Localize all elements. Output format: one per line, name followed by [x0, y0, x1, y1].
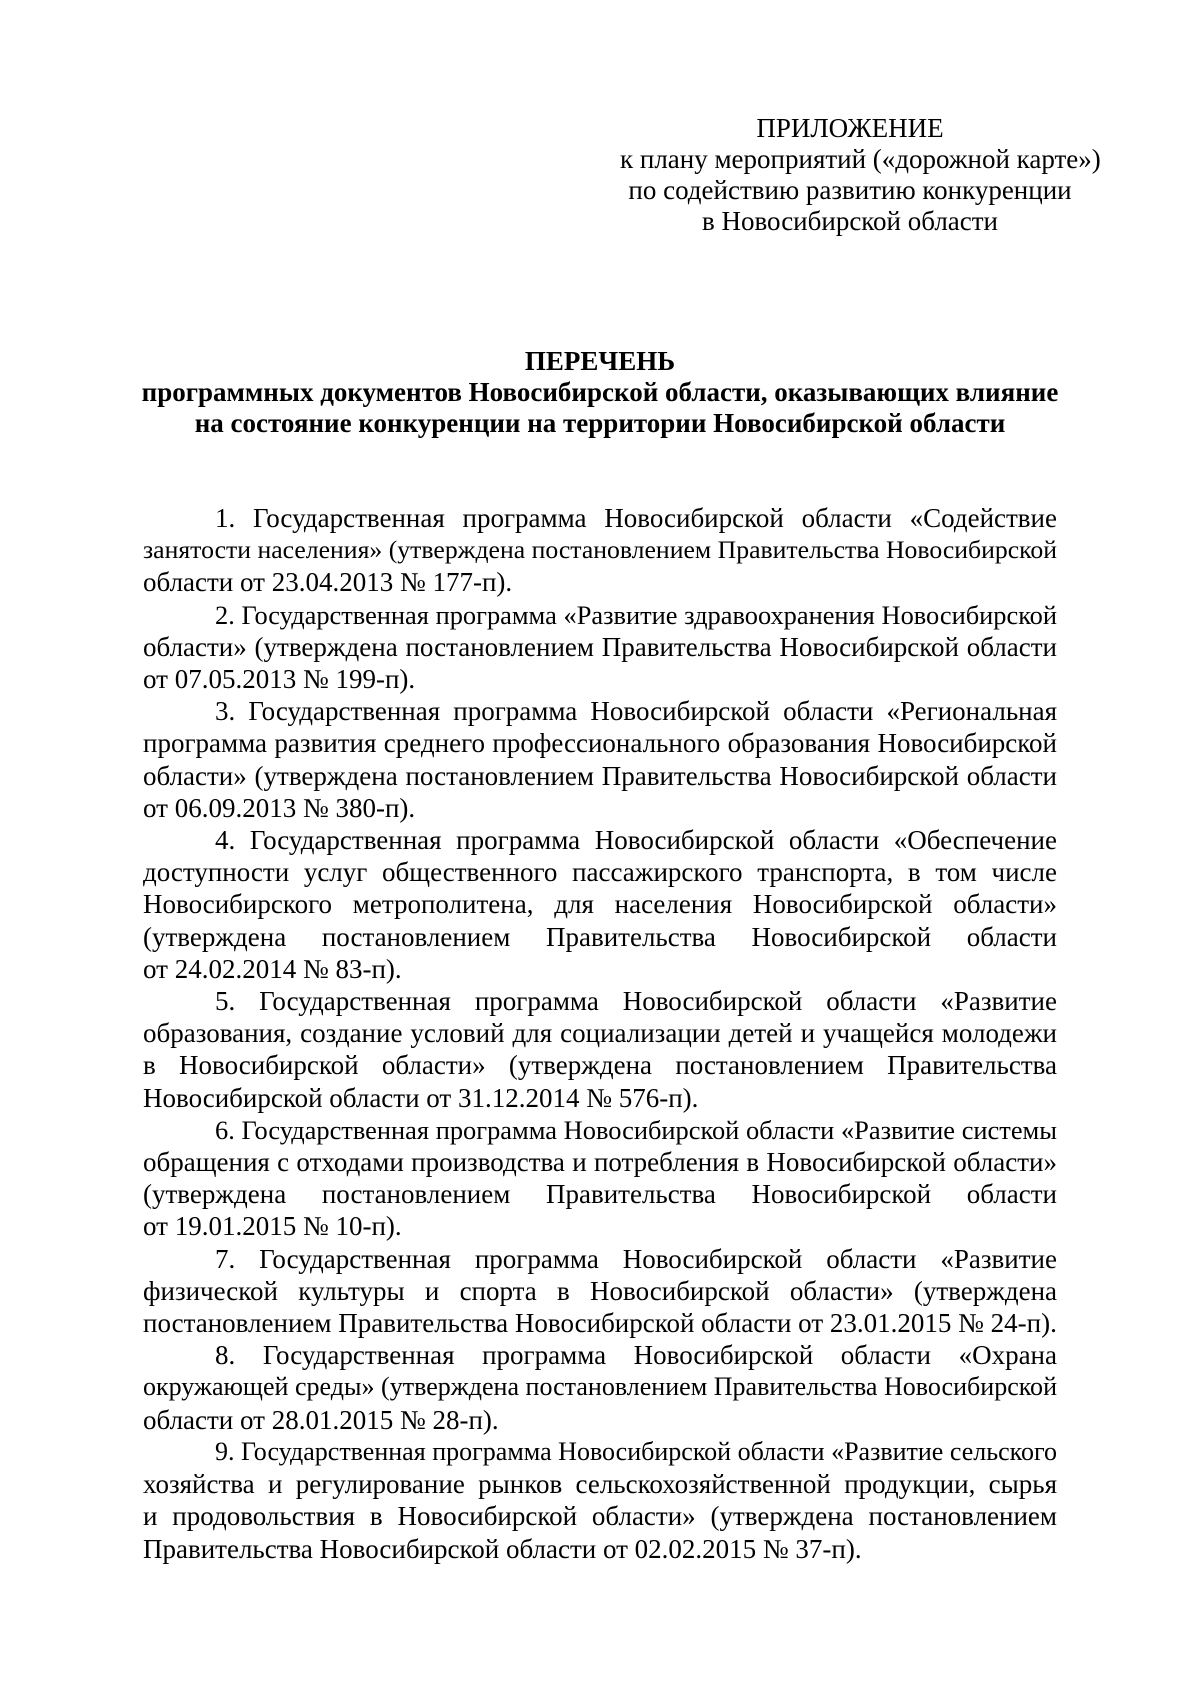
list-item-line: области» (утверждена постановлением Правительства Новосибирской области	[143, 631, 1057, 662]
list-item-line: постановлением Правительства Новосибирской области от 23.01.2015 № 24-п).	[143, 1308, 1057, 1339]
list-item-line: 7. Государственная программа Новосибирской области «Развитие	[215, 1243, 1057, 1274]
list-item-line: (утверждена постановлением Правительства Новосибирской области	[143, 1179, 1057, 1210]
list-item-line: от 06.09.2013 № 380-п).	[143, 792, 416, 823]
list-item	[143, 1114, 1057, 1243]
list-item-line: от 24.02.2014 № 83-п).	[143, 953, 402, 984]
list-item-line: области» (утверждена постановлением Правительства Новосибирской области	[143, 760, 1057, 791]
appendix-line: в Новосибирской области	[701, 206, 999, 236]
list-item	[143, 695, 1057, 824]
list-item-line: области от 28.01.2015 № 28-п).	[143, 1404, 499, 1435]
appendix-line: по содействию развитию конкуренции	[628, 175, 1072, 205]
list-item-line: от 07.05.2013 № 199-п).	[143, 664, 416, 695]
document-title	[140, 346, 1060, 439]
list-item-line: 5. Государственная программа Новосибирской области «Развитие	[215, 986, 1057, 1017]
list-item	[143, 1436, 1057, 1565]
list-item	[143, 1243, 1057, 1340]
list-item-line: 1. Государственная программа Новосибирской области «Содействие	[215, 503, 1057, 533]
program-list	[143, 502, 1057, 1565]
list-item-line: от 19.01.2015 № 10-п).	[143, 1211, 402, 1242]
list-item	[143, 599, 1057, 696]
list-item	[143, 502, 1057, 599]
title-heading: ПЕРЕЧЕНЬ	[524, 346, 676, 376]
list-item	[143, 1339, 1057, 1436]
list-item-line: физической культуры и спорта в Новосибирской области» (утверждена	[143, 1275, 1057, 1306]
list-item-line: области от 23.04.2013 № 177-п).	[143, 567, 513, 598]
appendix-line: к плану мероприятий («дорожной карте»)	[620, 144, 1101, 174]
list-item-line: доступности услуг общественного пассажирского транспорта, в том числе	[143, 857, 1057, 888]
appendix-header	[620, 113, 1101, 237]
list-item-line: хозяйства и регулирование рынков сельскохозяйственной продукции, сырья	[143, 1469, 1057, 1500]
list-item-line: обращения с отходами производства и потребления в Новосибирской области»	[143, 1147, 1057, 1178]
list-item-line: программа развития среднего профессионального образования Новосибирской	[143, 728, 1057, 759]
list-item-line: в Новосибирской области» (утверждена постановлением Правительства	[143, 1050, 1057, 1081]
list-item-line: 2. Государственная программа «Развитие здравоохранения Новосибирской	[215, 599, 1057, 630]
list-item	[143, 985, 1057, 1114]
list-item-line: окружающей среды» (утверждена постановлением Правительства Новосибирской	[143, 1372, 1057, 1402]
list-item-line: 8. Государственная программа Новосибирской области «Охрана	[215, 1340, 1057, 1371]
list-item-line: 3. Государственная программа Новосибирской области «Региональная	[215, 696, 1057, 727]
list-item-line: Правительства Новосибирской области от 02.02.2015 № 37-п).	[143, 1533, 862, 1564]
list-item-line: Новосибирского метрополитена, для населения Новосибирской области»	[143, 889, 1057, 920]
list-item	[143, 824, 1057, 985]
title-subheading: программных документов Новосибирской области, оказывающих влияние	[141, 377, 1059, 407]
list-item-line: 4. Государственная программа Новосибирской области «Обеспечение	[215, 825, 1057, 856]
list-item-line: и продовольствия в Новосибирской области» (утверждена постановлением	[143, 1501, 1057, 1532]
list-item-line: занятости населения» (утверждена постановлением Правительства Новосибирской	[143, 535, 1057, 565]
appendix-label: ПРИЛОЖЕНИЕ	[756, 113, 944, 143]
list-item-line: образования, создание условий для социализации детей и учащейся молодежи	[143, 1018, 1057, 1049]
list-item-line: Новосибирской области от 31.12.2014 № 576-п).	[143, 1082, 699, 1113]
title-subheading: на состояние конкуренции на территории Новосибирской области	[194, 408, 1006, 438]
list-item-line: 6. Государственная программа Новосибирской области «Развитие системы	[215, 1114, 1057, 1145]
list-item-line: (утверждена постановлением Правительства Новосибирской области	[143, 921, 1057, 952]
list-item-line: 9. Государственная программа Новосибирской области «Развитие сельского	[215, 1436, 1057, 1466]
